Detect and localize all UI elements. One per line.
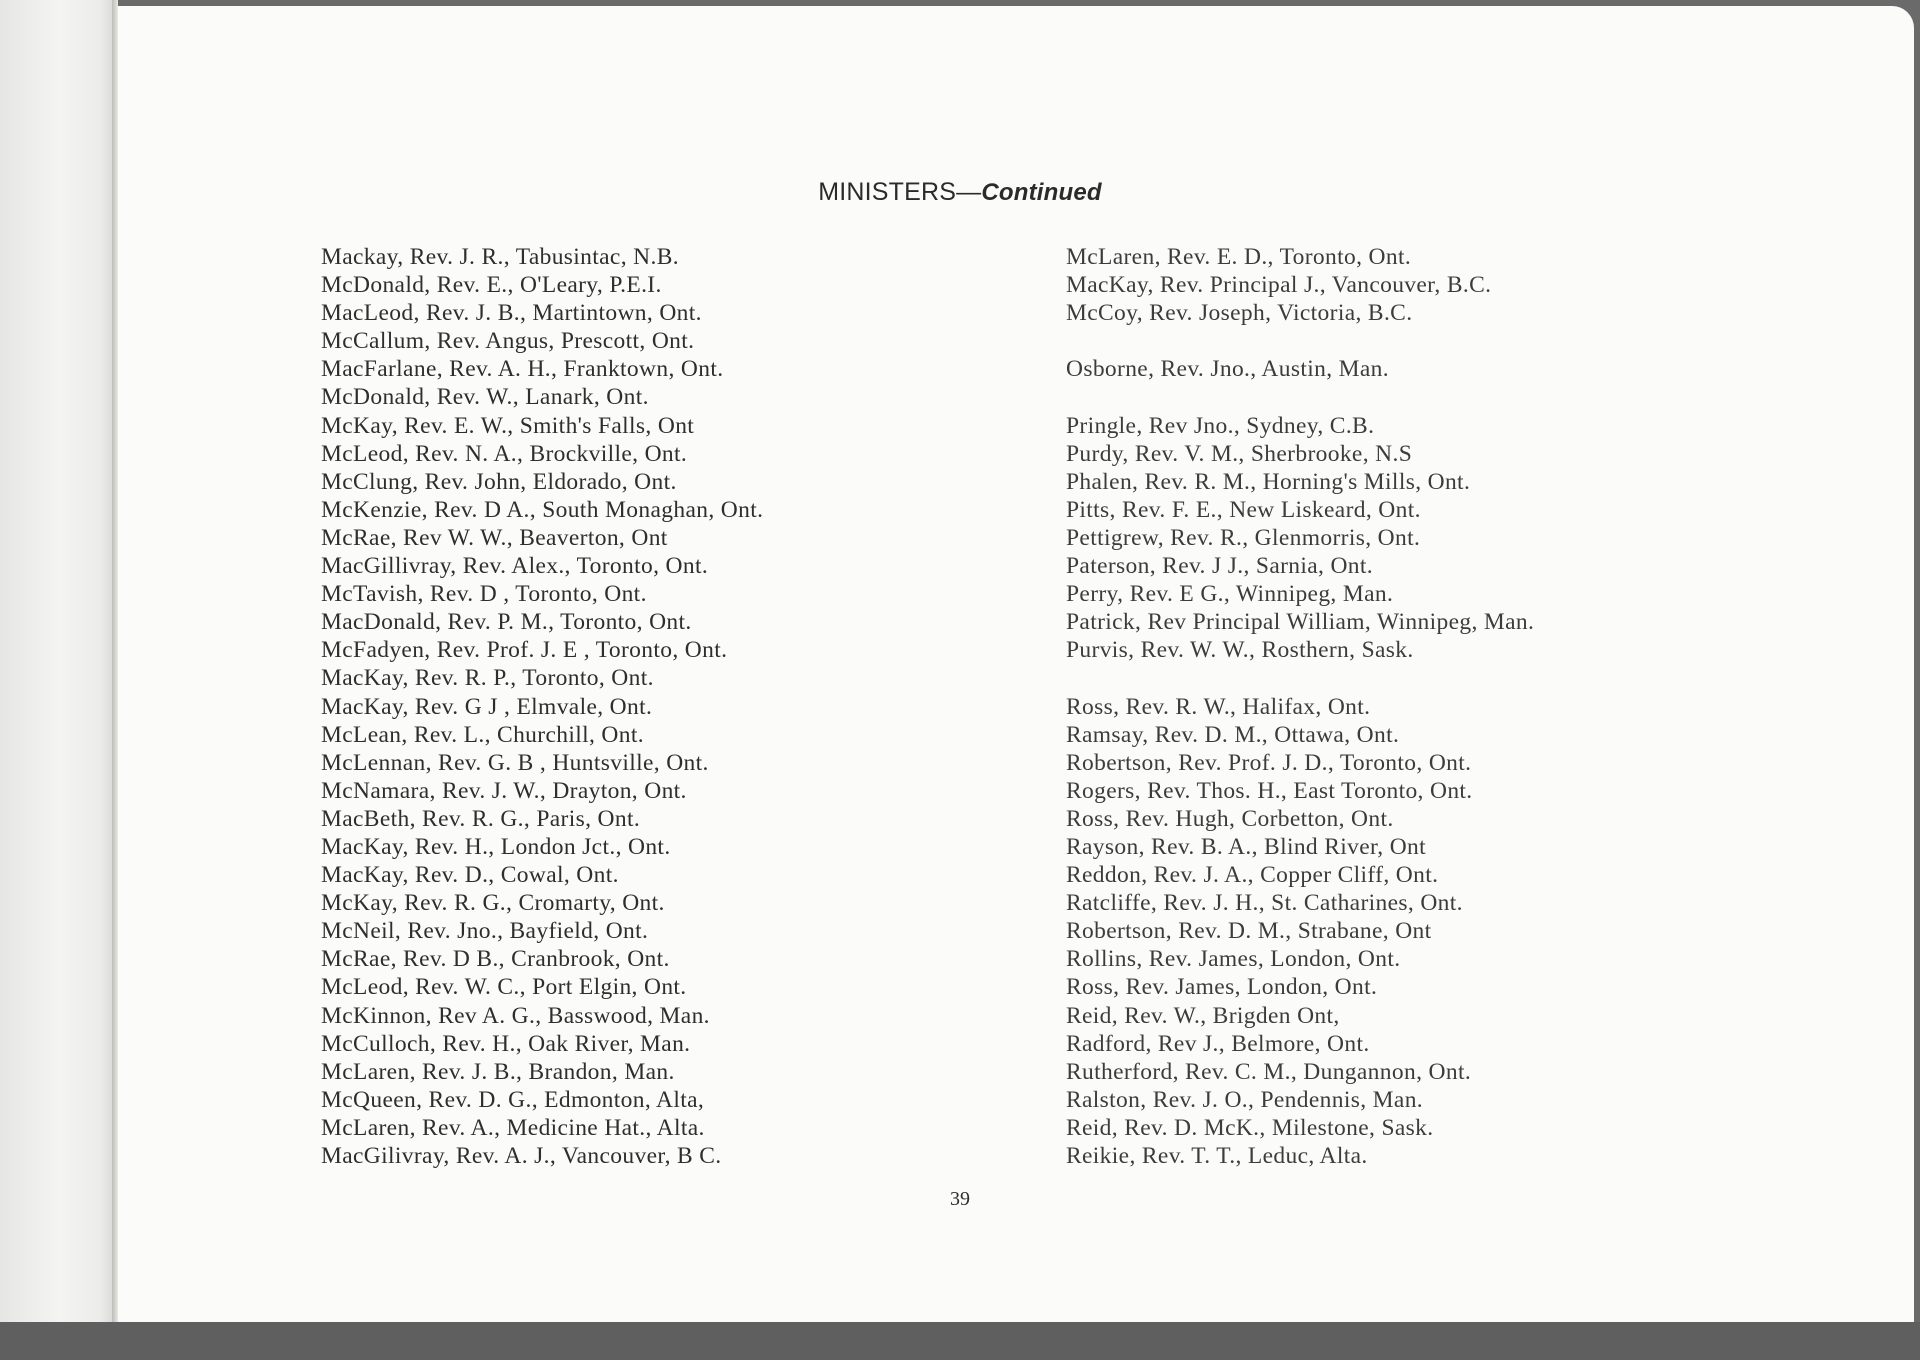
- minister-entry: McKay, Rev. E. W., Smith's Falls, Ont: [321, 412, 695, 439]
- section-gap: [1066, 664, 1686, 692]
- minister-entry: McLaren, Rev. J. B., Brandon, Man.: [321, 1058, 675, 1085]
- minister-entry: Rogers, Rev. Thos. H., East Toronto, Ont.: [1066, 777, 1473, 804]
- minister-entry: McNeil, Rev. Jno., Bayfield, Ont.: [321, 918, 649, 945]
- minister-entry: McTavish, Rev. D , Toronto, Ont.: [321, 581, 647, 608]
- heading-dash: —: [956, 178, 982, 206]
- minister-entry: Osborne, Rev. Jno., Austin, Man.: [1066, 356, 1389, 383]
- minister-entry: Radford, Rev J., Belmore, Ont.: [1066, 1030, 1370, 1057]
- minister-entry: Ross, Rev. Hugh, Corbetton, Ont.: [1066, 805, 1394, 832]
- heading-continued: Continued: [981, 179, 1102, 206]
- minister-entry: Reid, Rev. W., Brigden Ont,: [1066, 1002, 1340, 1029]
- minister-entry: Purdy, Rev. V. M., Sherbrooke, N.S: [1066, 440, 1413, 467]
- minister-entry: Patrick, Rev Principal William, Winnipeg, Man.: [1066, 609, 1535, 636]
- minister-entry: Rayson, Rev. B. A., Blind River, Ont: [1066, 833, 1427, 860]
- minister-entry: MacLeod, Rev. J. B., Martintown, Ont.: [321, 300, 702, 327]
- minister-entry: MacKay, Rev. D., Cowal, Ont.: [321, 862, 619, 889]
- minister-entry: McClung, Rev. John, Eldorado, Ont.: [321, 468, 677, 495]
- section-gap: [1066, 327, 1686, 355]
- minister-entry: McKenzie, Rev. D A., South Monaghan, Ont.: [321, 496, 764, 523]
- minister-entry: MacKay, Rev. G J , Elmvale, Ont.: [321, 693, 653, 720]
- minister-entry: MacKay, Rev. H., London Jct., Ont.: [321, 833, 671, 860]
- minister-entry: MacKay, Rev. R. P., Toronto, Ont.: [321, 665, 654, 692]
- right-column: [1066, 243, 1686, 1170]
- minister-entry: McLennan, Rev. G. B , Huntsville, Ont.: [321, 749, 709, 776]
- minister-entry: Reddon, Rev. J. A., Copper Cliff, Ont.: [1066, 862, 1439, 889]
- minister-entry: MacDonald, Rev. P. M., Toronto, Ont.: [321, 609, 692, 636]
- minister-entry: Reid, Rev. D. McK., Milestone, Sask.: [1066, 1114, 1434, 1141]
- minister-entry: McDonald, Rev. W., Lanark, Ont.: [321, 384, 649, 411]
- minister-entry: MacGilivray, Rev. A. J., Vancouver, B C.: [321, 1143, 722, 1169]
- minister-entry: McLaren, Rev. E. D., Toronto, Ont.: [1066, 244, 1412, 270]
- minister-entry: McQueen, Rev. D. G., Edmonton, Alta,: [321, 1086, 705, 1113]
- minister-entry: Pitts, Rev. F. E., New Liskeard, Ont.: [1066, 496, 1421, 523]
- minister-entry: Robertson, Rev. Prof. J. D., Toronto, Ont.: [1066, 749, 1472, 776]
- minister-entry: Pettigrew, Rev. R., Glenmorris, Ont.: [1066, 524, 1421, 551]
- minister-entry: McLean, Rev. L., Churchill, Ont.: [321, 721, 644, 748]
- minister-entry: McCallum, Rev. Angus, Prescott, Ont.: [321, 328, 695, 355]
- minister-entry: Purvis, Rev. W. W., Rosthern, Sask.: [1066, 637, 1414, 664]
- page-heading: [0, 178, 1920, 207]
- minister-entry: McCoy, Rev. Joseph, Victoria, B.C.: [1066, 300, 1413, 327]
- minister-entry: McCulloch, Rev. H., Oak River, Man.: [321, 1030, 691, 1057]
- minister-entry: Ralston, Rev. J. O., Pendennis, Man.: [1066, 1086, 1424, 1113]
- minister-entry: MacKay, Rev. Principal J., Vancouver, B.C.: [1066, 272, 1492, 299]
- minister-entry: Ross, Rev. R. W., Halifax, Ont.: [1066, 693, 1371, 720]
- minister-entry: Rutherford, Rev. C. M., Dungannon, Ont.: [1066, 1058, 1472, 1085]
- minister-entry: McKinnon, Rev A. G., Basswood, Man.: [321, 1002, 710, 1029]
- minister-entry: McFadyen, Rev. Prof. J. E , Toronto, Ont.: [321, 637, 728, 664]
- minister-entry: Rollins, Rev. James, London, Ont.: [1066, 946, 1401, 973]
- page-number: 39: [950, 1188, 970, 1210]
- minister-entry: McLeod, Rev. N. A., Brockville, Ont.: [321, 440, 688, 467]
- minister-entry: Reikie, Rev. T. T., Leduc, Alta.: [1066, 1143, 1368, 1169]
- minister-entry: Mackay, Rev. J. R., Tabusintac, N.B.: [321, 244, 679, 270]
- minister-entry: Ratcliffe, Rev. J. H., St. Catharines, Ont.: [1066, 890, 1463, 917]
- minister-entry: Ross, Rev. James, London, Ont.: [1066, 974, 1378, 1001]
- minister-entry: Perry, Rev. E G., Winnipeg, Man.: [1066, 581, 1394, 608]
- minister-entry: Robertson, Rev. D. M., Strabane, Ont: [1066, 918, 1432, 945]
- minister-entry: Phalen, Rev. R. M., Horning's Mills, Ont.: [1066, 468, 1471, 495]
- minister-entry: Pringle, Rev Jno., Sydney, C.B.: [1066, 412, 1375, 439]
- minister-entry: Paterson, Rev. J J., Sarnia, Ont.: [1066, 553, 1374, 580]
- minister-entry: MacBeth, Rev. R. G., Paris, Ont.: [321, 805, 641, 832]
- left-column: [321, 243, 941, 1170]
- minister-entry: MacGillivray, Rev. Alex., Toronto, Ont.: [321, 553, 709, 580]
- minister-entry: McLeod, Rev. W. C., Port Elgin, Ont.: [321, 974, 687, 1001]
- heading-main: MINISTERS: [818, 178, 957, 206]
- minister-entry: McNamara, Rev. J. W., Drayton, Ont.: [321, 777, 687, 804]
- minister-entry: McLaren, Rev. A., Medicine Hat., Alta.: [321, 1114, 705, 1141]
- scanner-bed-edge: [0, 1322, 1920, 1360]
- minister-entry: MacFarlane, Rev. A. H., Franktown, Ont.: [321, 356, 724, 383]
- minister-entry: Ramsay, Rev. D. M., Ottawa, Ont.: [1066, 721, 1400, 748]
- minister-entry: McRae, Rev. D B., Cranbrook, Ont.: [321, 946, 670, 973]
- section-gap: [1066, 383, 1686, 411]
- minister-entry: McKay, Rev. R. G., Cromarty, Ont.: [321, 890, 665, 917]
- minister-entry: McDonald, Rev. E., O'Leary, P.E.I.: [321, 272, 662, 299]
- minister-entry: McRae, Rev W. W., Beaverton, Ont: [321, 524, 668, 551]
